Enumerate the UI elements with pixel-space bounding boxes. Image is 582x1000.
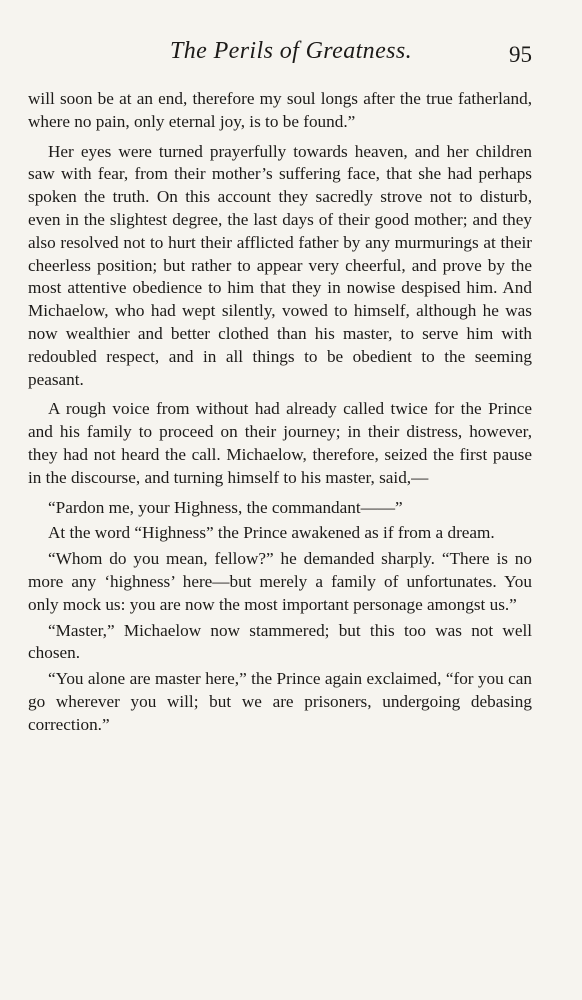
paragraph: “Whom do you mean, fellow?” he demanded sharply. “There is no more any ‘highness’ here—but merely a family of unfortunates. You only mock us: you are now the most important personage amongst us.” [28, 549, 532, 614]
running-title: The Perils of Greatness. [169, 38, 413, 64]
page-header [0, 38, 582, 78]
paragraph: will soon be at an end, therefore my soul longs after the true fatherland, where no pain, only eternal joy, is to be found.” [28, 89, 532, 131]
paragraph: Her eyes were turned prayerfully towards heaven, and her children saw with fear, from their mother’s suffering face, that she had perhaps spoken the truth. On this account they sacredly strove not to disturb, even in the slightest degree, the last days of their good mother; and they also resolved not to hurt their afflicted father by any murmurings at their cheerless position; but rather to appear very cheerful, and prove by the most attentive obedience to him that they in nowise despised him. And Michaelow, who had wept silently, vowed to himself, although he was now wealthier and better clothed than his master, to serve him with redoubled respect, and in all things to be obedient to the seeming peasant. [28, 141, 532, 389]
paragraph: “You alone are master here,” the Prince again exclaimed, “for you can go wherever you will; but we are prisoners, undergoing debasing correction.” [28, 669, 532, 734]
body-text [28, 88, 532, 744]
paragraph: “Master,” Michaelow now stammered; but this too was not well chosen. [28, 620, 532, 663]
paragraph: A rough voice from without had already called twice for the Prince and his family to proceed on their journey; in their distress, however, they had not heard the call. Michaelow, therefore, seized the first pause in the discourse, and turning himself to his master, said,— [28, 399, 532, 487]
page-number: 95 [509, 42, 532, 67]
paragraph: At the word “Highness” the Prince awakened as if from a dream. [48, 523, 495, 543]
paragraph: “Pardon me, your Highness, the commandant——” [48, 497, 403, 517]
